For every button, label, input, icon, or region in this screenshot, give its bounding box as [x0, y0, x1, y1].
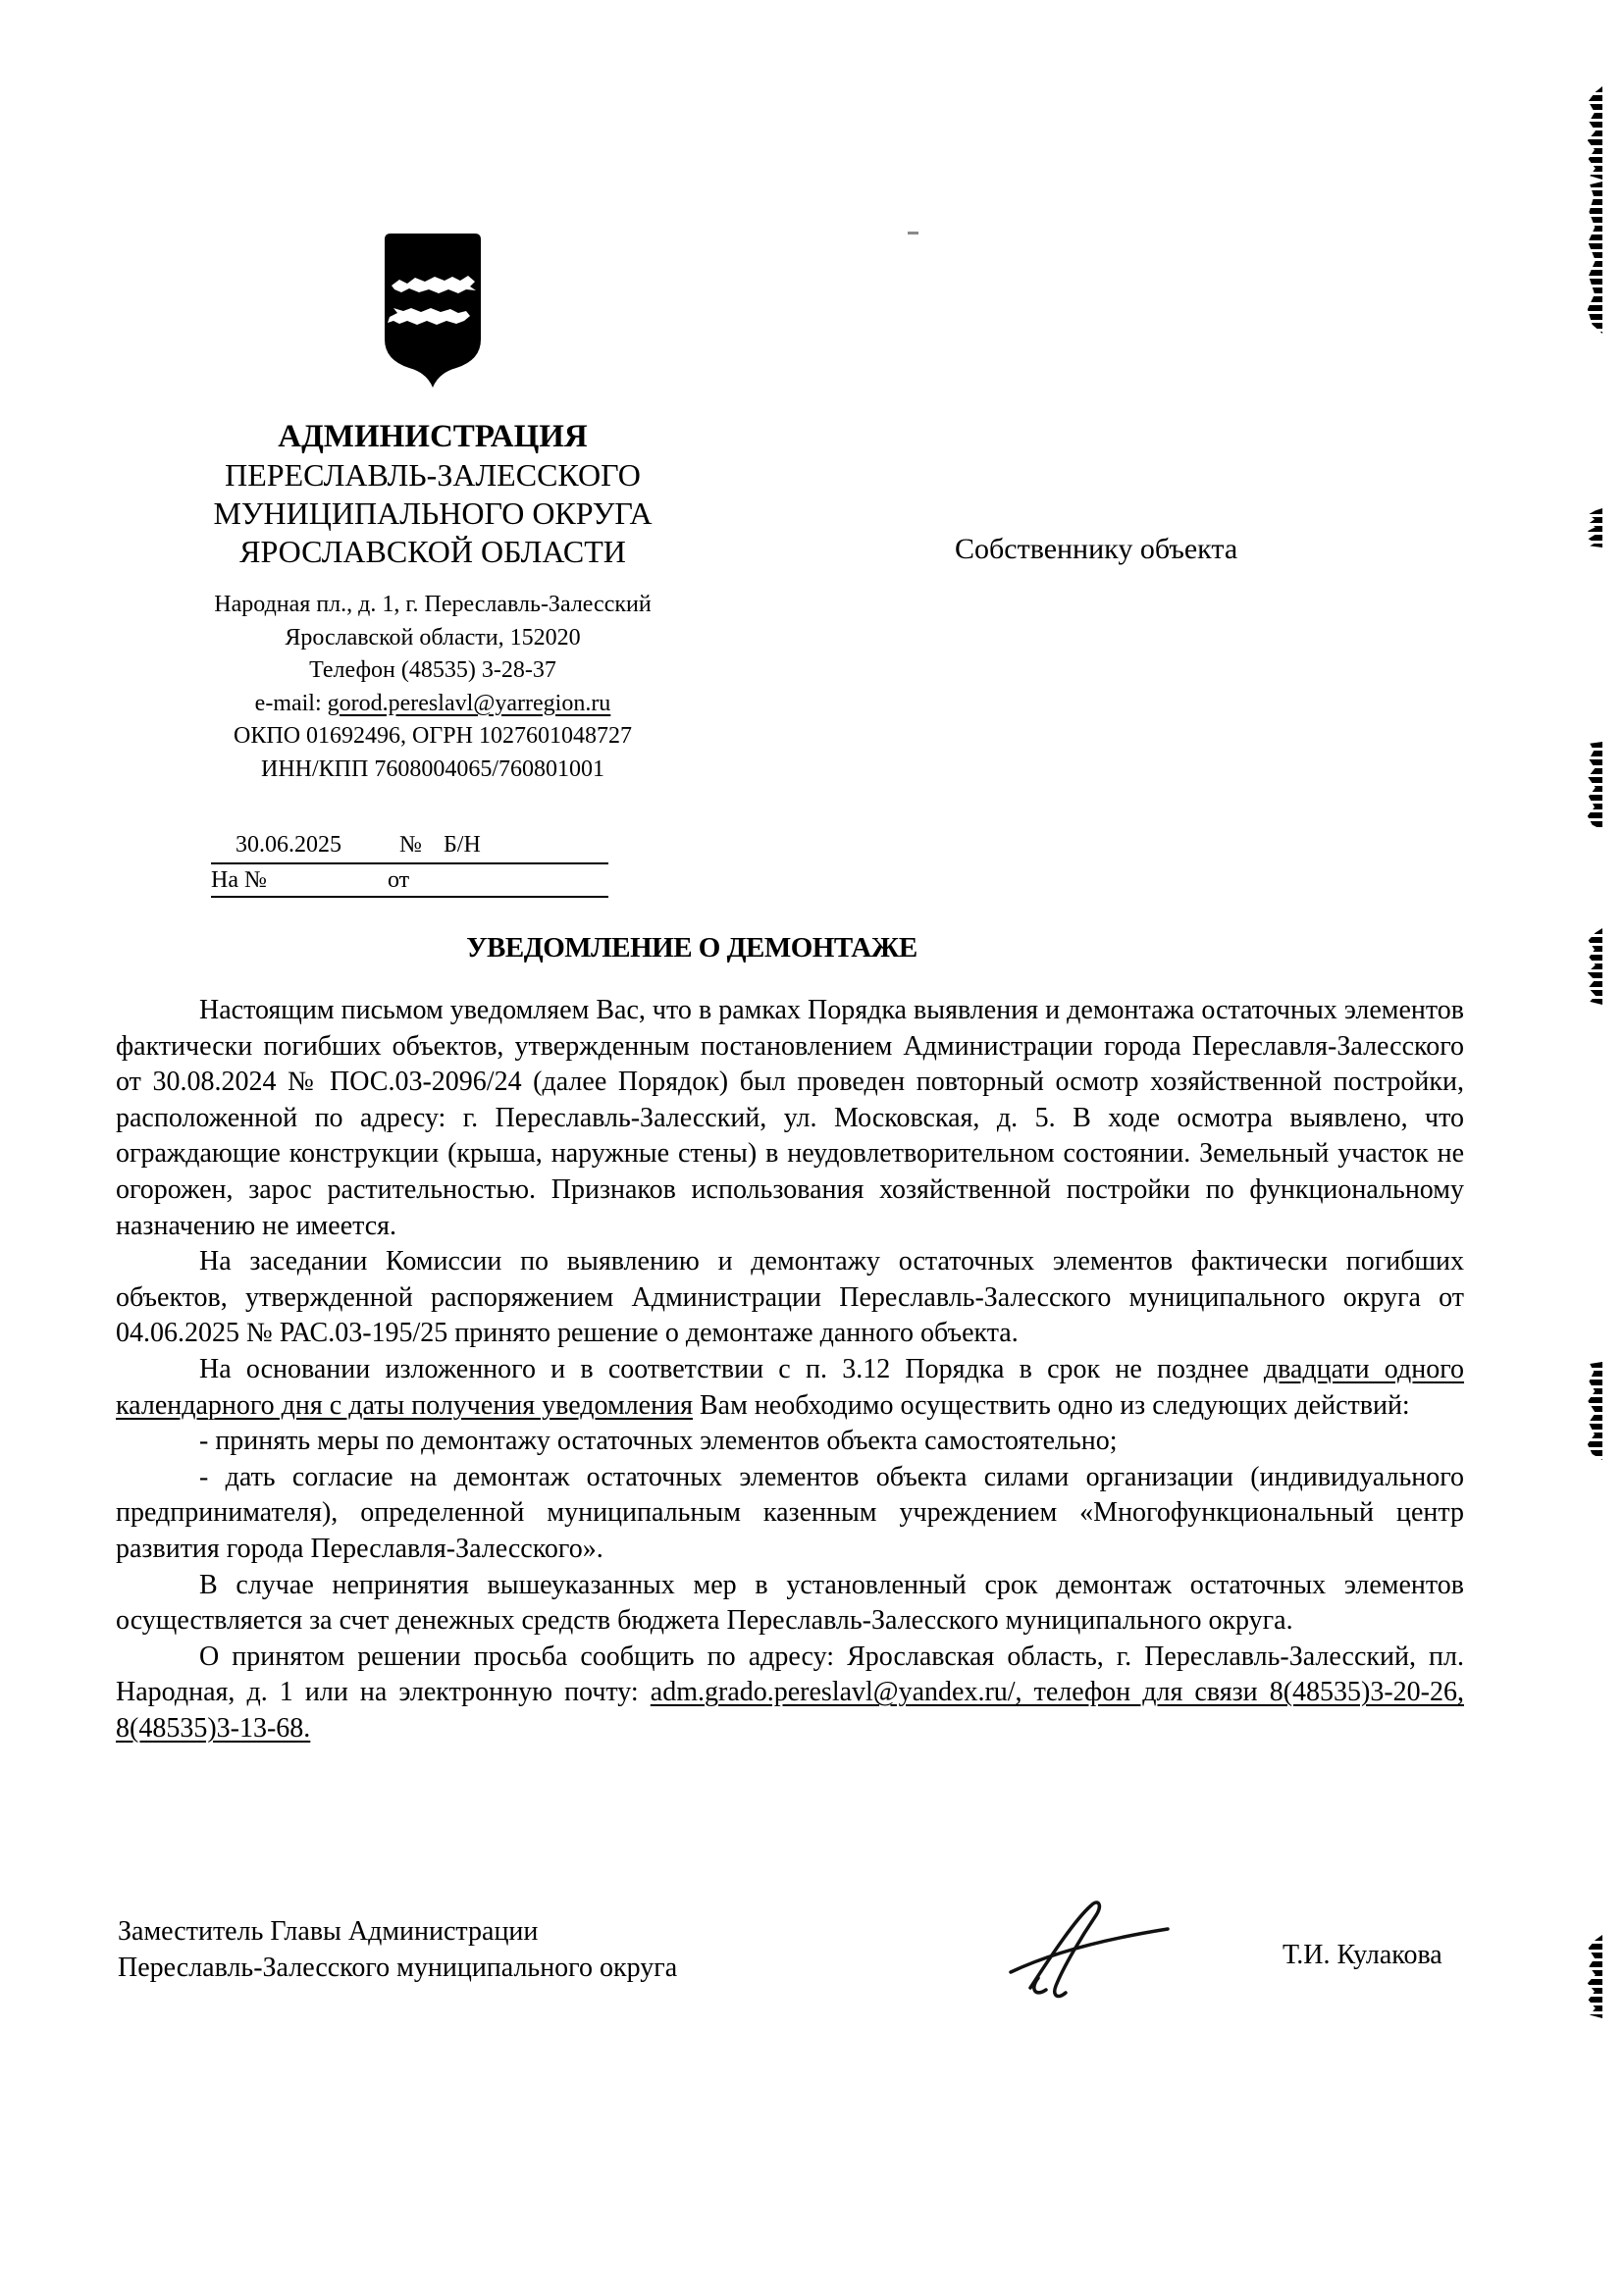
signer-position-line: Заместитель Главы Администрации [118, 1916, 539, 1947]
deadline-underlined-text: двадцати одного календарного дня с даты получения уведомления [116, 1353, 1465, 1421]
recipient: Собственнику объекта [955, 533, 1238, 565]
contact-underlined-text: adm.grado.pereslavl@yandex.ru/, телефон для связи 8(48535)3-20-26, 8(48535)3-13-68. [116, 1677, 1464, 1744]
scan-artifact [1587, 1362, 1602, 1460]
paragraph: На заседании Комиссии по выявлению и демонтажу остаточных элементов фактически погибших объектов, утвержденной распоряжением Администрации Переславль-Залесского муниципального округа от 04.06.2025 № РАС.03-195/25 принято решение о демонтаже данного объекта. [116, 1246, 1464, 1349]
okpo-ogrn-line: ОКПО 01692496, ОГРН 1027601048727 [234, 723, 632, 749]
reply-from-label: от [388, 867, 410, 893]
reply-to-number-label: На № [211, 867, 267, 893]
list-item: - дать согласие на демонтаж остаточных элементов объекта силами организации (индивидуального предпринимателя), определенной муниципальным казенным учреждением «Многофункциональный центр развития города Переславля-Залесского». [116, 1461, 1464, 1564]
letter-date: 30.06.2025 [236, 832, 341, 858]
scan-artifact [1587, 1935, 1602, 2018]
inn-kpp-line: ИНН/КПП 7608004065/760801001 [260, 755, 604, 782]
signer-name: Т.И. Кулакова [1283, 1940, 1442, 1970]
paragraph [116, 1640, 1464, 1747]
letterhead-address [123, 589, 743, 786]
scan-artifact [1587, 86, 1602, 180]
paragraph: Настоящим письмом уведомляем Вас, что в рамках Порядка выявления и демонтажа остаточных элементов фактически погибших объектов, утвержденным постановлением Администрации города Переславля-Залесского от 30.08.2024 № ПОС.03-2096/24 (далее Порядок) был проведен повторный осмотр хозяйственной постройки, расположенной по адресу: г. Переславль-Залесский, ул. Московская, д. 5. В ходе осмотра выявлено, что ограждающие конструкции (крыша, наружные стены) в неудовлетворительном состоянии. Земельный участок не огорожен, зарос растительностью. Признаков использования хозяйственной постройки по функциональному назначению не имеется. [116, 995, 1464, 1241]
scan-artifact [1587, 742, 1602, 830]
org-name-line: ПЕРЕСЛАВЛЬ-ЗАЛЕССКОГО [225, 457, 641, 493]
paragraph-text: Вам необходимо осуществить одно из следующих действий: [692, 1389, 1410, 1421]
coat-of-arms-icon [382, 233, 484, 389]
letter-number: Б/Н [444, 832, 481, 858]
phone-line: Телефон (48535) 3-28-37 [309, 657, 556, 683]
paragraph-text: О принятом решении просьба сообщить по адресу: Ярославская область, г. Переславль-Залесский, пл. Народная, д. 1 или на электронную почту: [116, 1641, 1464, 1708]
email-label: e-mail: [254, 690, 328, 716]
handwritten-signature-icon [1003, 1892, 1175, 2007]
reference-reply-row [211, 864, 608, 898]
letterhead [123, 233, 743, 786]
scan-artifact [1587, 182, 1602, 334]
org-name-line: МУНИЦИПАЛЬНОГО ОКРУГА [213, 495, 653, 531]
list-item: - принять меры по демонтажу остаточных элементов объекта самостоятельно; [199, 1426, 1118, 1457]
address-line: Народная пл., д. 1, г. Переславль-Залесский [214, 592, 652, 617]
scan-speck [908, 232, 918, 234]
document-body [116, 993, 1464, 1746]
signer-position [118, 1913, 677, 1986]
email-address: gorod.pereslavl@yarregion.ru [327, 690, 611, 716]
document-title: УВЕДОМЛЕНИЕ О ДЕМОНТАЖЕ [466, 932, 917, 964]
signer-position-line: Переславль-Залесского муниципального округа [118, 1953, 678, 1983]
scan-artifact [1587, 508, 1602, 547]
paragraph: В случае непринятия вышеуказанных мер в установленный срок демонтаж остаточных элементов осуществляется за счет денежных средств бюджета Переславль-Залесского муниципального округа. [116, 1569, 1464, 1637]
address-line: Ярославской области, 152020 [285, 624, 581, 651]
number-sign: № [399, 832, 422, 858]
email-line [123, 688, 743, 721]
scan-artifact [1587, 928, 1602, 1005]
reference-block [211, 830, 608, 898]
org-name-line: ЯРОСЛАВСКОЙ ОБЛАСТИ [239, 534, 626, 569]
paragraph-text: На основании изложенного и в соответствии с п. 3.12 Порядка в срок не позднее [199, 1353, 1264, 1384]
reference-date-row [211, 830, 608, 864]
org-name-line: АДМИНИСТРАЦИЯ [278, 419, 588, 454]
paragraph [116, 1352, 1464, 1424]
